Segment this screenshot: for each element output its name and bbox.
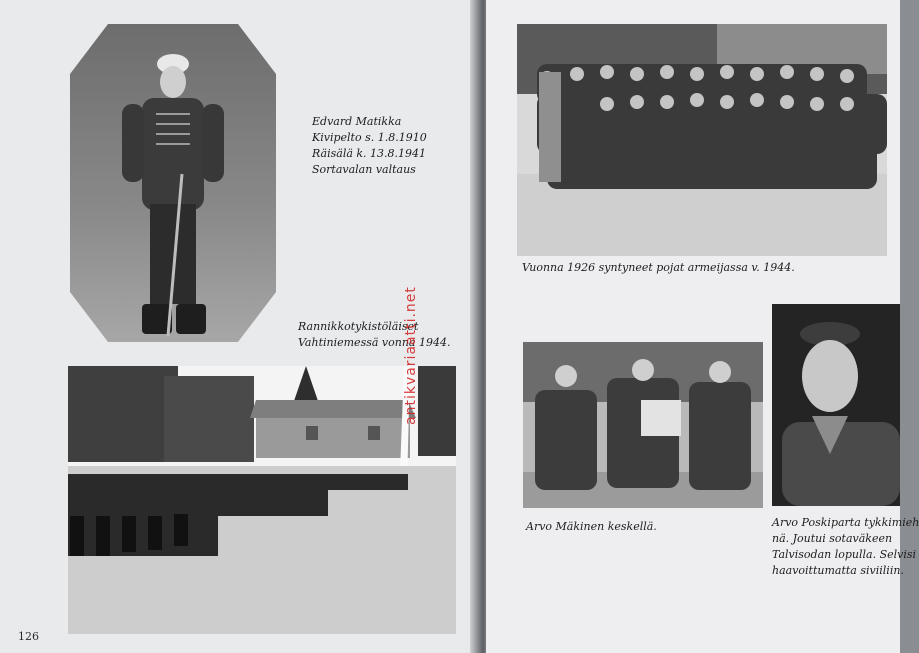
trio-accordion-photo [523,342,763,508]
caption-line: Kivipelto s. 1.8.1910 [312,131,427,144]
caption-line: nä. Joutui sotaväkeen [772,532,893,545]
caption-line: Arvo Mäkinen keskellä. [526,520,657,533]
soldier-portrait-arvo-poskiparta [772,304,900,506]
caption-line: Vuonna 1926 syntyneet pojat armeijassa v. 1944. [522,261,795,274]
trio-caption [526,519,657,535]
page-number: 126 [18,630,39,643]
caption-line: Vahtiniemessä vonna 1944. [298,336,451,349]
caption-line: Rannikkotykistöläiset [298,320,419,333]
group-photo-1926-boys [517,24,887,256]
soldier-caption [772,515,919,579]
portrait-photo-edvard-matikka [70,24,276,342]
caption-line: Räisälä k. 13.8.1941 [312,147,427,160]
caption-line: Arvo Poskiparta tykkimieh [772,516,919,529]
caption-line: Edvard Matikka [312,115,402,128]
march-caption [298,319,450,351]
caption-line: Sortavalan valtaus [312,163,416,176]
marching-soldiers-photo [68,366,456,634]
portrait-caption [312,114,427,178]
right-page [486,0,919,653]
watermark-text: antikvariaatti.net [403,286,419,425]
group-caption [522,260,795,276]
caption-line: Talvisodan lopulla. Selvisi [772,548,917,561]
caption-line: haavoittumatta siviiliin. [772,564,904,577]
